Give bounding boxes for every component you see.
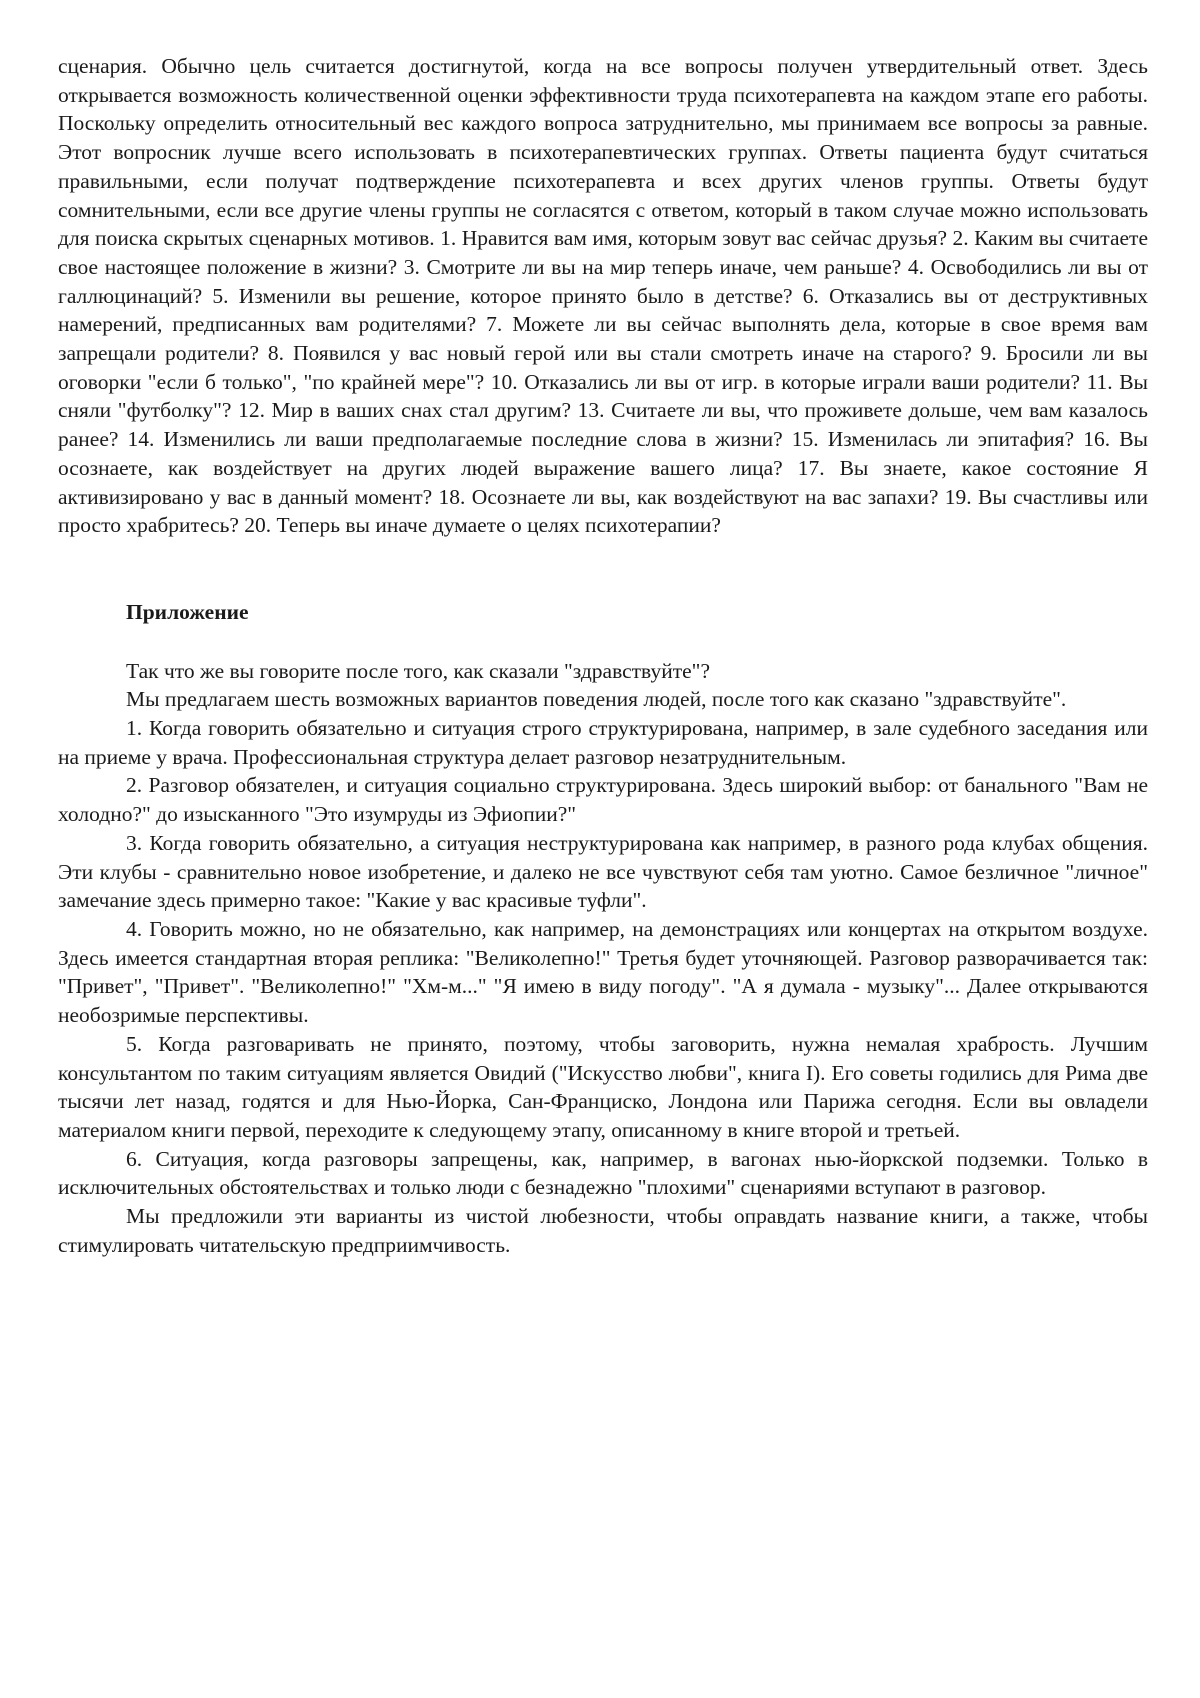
- appendix-paragraph: 3. Когда говорить обязательно, а ситуация неструктурирована как например, в разного рода клубах общения. Эти клубы - сравнительно новое изобретение, и далеко не все чувствуют себя там уютно. Самое безличное "личное" замечание здесь примерно такое: "Какие у вас красивые туфли".: [58, 829, 1148, 915]
- appendix-paragraph: 5. Когда разговаривать не принято, поэтому, чтобы заговорить, нужна немалая храбрость. Лучшим консультантом по таким ситуациям является Овидий ("Искусство любви", книга I). Его советы годились для Рима две тысячи лет назад, годятся и для Нью-Йорка, Сан-Франциско, Лондона или Парижа сегодня. Если вы овладели материалом книги первой, переходите к следующему этапу, описанному в книге второй и третьей.: [58, 1030, 1148, 1145]
- appendix-paragraph: 1. Когда говорить обязательно и ситуация строго структурирована, например, в зале судебного заседания или на приеме у врача. Профессиональная структура делает разговор незатруднительным.: [58, 714, 1148, 771]
- appendix-paragraph: Так что же вы говорите после того, как сказали "здравствуйте"?: [58, 657, 1148, 686]
- intro-paragraph: сценария. Обычно цель считается достигнутой, когда на все вопросы получен утвердительный ответ. Здесь открывается возможность количественной оценки эффективности труда психотерапевта на каждом этапе его работы. Поскольку определить относительный вес каждого вопроса затруднительно, мы принимаем все вопросы за равные. Этот вопросник лучше всего использовать в психотерапевтических группах. Ответы пациента будут считаться правильными, если получат подтверждение психотерапевта и всех других членов группы. Ответы будут сомнительными, если все другие члены группы не согласятся с ответом, который в таком случае можно использовать для поиска скрытых сценарных мотивов. 1. Нравится вам имя, которым зовут вас сейчас друзья? 2. Каким вы считаете свое настоящее положение в жизни? 3. Смотрите ли вы на мир теперь иначе, чем раньше? 4. Освободились ли вы от галлюцинаций? 5. Изменили вы решение, которое принято было в детстве? 6. Отказались вы от деструктивных намерений, предписанных вам родителями? 7. Можете ли вы сейчас выполнять дела, которые в свое время вам запрещали родители? 8. Появился у вас новый герой или вы стали смотреть иначе на старого? 9. Бросили ли вы оговорки "если б только", "по крайней мере"? 10. Отказались ли вы от игр. в которые играли ваши родители? 11. Вы сняли "футболку"? 12. Мир в ваших снах стал другим? 13. Считаете ли вы, что проживете дольше, чем вам казалось ранее? 14. Изменились ли ваши предполагаемые последние слова в жизни? 15. Изменилась ли эпитафия? 16. Вы осознаете, как воздействует на других людей выражение вашего лица? 17. Вы знаете, какое состояние Я активизировано у вас в данный момент? 18. Осознаете ли вы, как воздействуют на вас запахи? 19. Вы счастливы или просто храбритесь? 20. Теперь вы иначе думаете о целях психотерапии?: [58, 52, 1148, 540]
- appendix-paragraph: 2. Разговор обязателен, и ситуация социально структурирована. Здесь широкий выбор: от банального "Вам не холодно?" до изысканного "Это изумруды из Эфиопии?": [58, 771, 1148, 828]
- appendix-heading: Приложение: [58, 598, 1148, 627]
- document-page: [58, 52, 1148, 1259]
- appendix-paragraph: Мы предлагаем шесть возможных вариантов поведения людей, после того как сказано "здравствуйте".: [58, 685, 1148, 714]
- appendix-paragraph: Мы предложили эти варианты из чистой любезности, чтобы оправдать название книги, а также, чтобы стимулировать читательскую предприимчивость.: [58, 1202, 1148, 1259]
- appendix-paragraph: 6. Ситуация, когда разговоры запрещены, как, например, в вагонах нью-йоркской подземки. Только в исключительных обстоятельствах и только люди с безнадежно "плохими" сценариями вступают в разговор.: [58, 1145, 1148, 1202]
- appendix-paragraph: 4. Говорить можно, но не обязательно, как например, на демонстрациях или концертах на открытом воздухе. Здесь имеется стандартная вторая реплика: "Великолепно!" Третья будет уточняющей. Разговор разворачивается так: "Привет", "Привет". "Великолепно!" "Хм-м..." "Я имею в виду погоду". "А я думала - музыку"... Далее открываются необозримые перспективы.: [58, 915, 1148, 1030]
